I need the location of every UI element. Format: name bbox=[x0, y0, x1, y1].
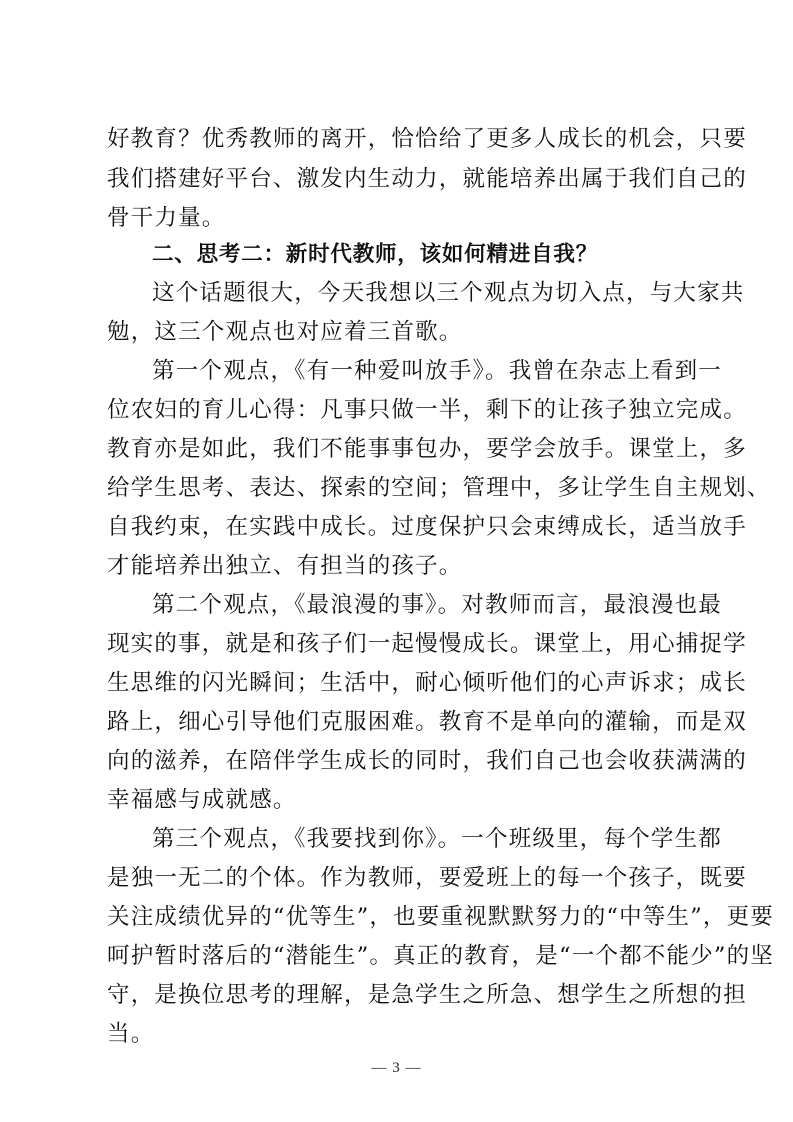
text-line: 守，是换位思考的理解，是急学生之所急、想学生之所想的担 bbox=[107, 982, 747, 1008]
page-number: — 3 — bbox=[371, 1060, 422, 1076]
text-line: 第三个观点，《我要找到你》。一个班级里，每个学生都 bbox=[152, 826, 723, 852]
text-line: 关注成绩优异的“优等生”，也要重视默默努力的“中等生”，更要 bbox=[107, 904, 775, 930]
text-line: 自我约束，在实践中成长。过度保护只会束缚成长，适当放手 bbox=[107, 514, 747, 540]
text-line: 幸福感与成就感。 bbox=[107, 787, 297, 813]
text-line: 路上，细心引导他们克服困难。教育不是单向的灌输，而是双 bbox=[107, 709, 747, 735]
text-line: 才能培养出独立、有担当的孩子。 bbox=[107, 553, 463, 579]
text-line: 我们搭建好平台、激发内生动力，就能培养出属于我们自己的 bbox=[107, 166, 747, 192]
text-line: 位农妇的育儿心得：凡事只做一半，剩下的让孩子独立完成。 bbox=[107, 397, 747, 423]
text-line: 当。 bbox=[107, 1021, 155, 1047]
text-line: 向的滋养，在陪伴学生成长的同时，我们自己也会收获满满的 bbox=[107, 748, 747, 774]
text-line: 骨干力量。 bbox=[107, 205, 226, 231]
text-line: 第一个观点，《有一种爱叫放手》。我曾在杂志上看到一 bbox=[152, 358, 723, 384]
text-line: 呵护暂时落后的“潜能生”。真正的教育，是“一个都不能少”的坚 bbox=[107, 943, 775, 969]
text-line: 给学生思考、表达、探索的空间；管理中，多让学生自主规划、 bbox=[107, 475, 771, 501]
text-line: 好教育？优秀教师的离开，恰恰给了更多人成长的机会，只要 bbox=[107, 126, 747, 152]
text-line: 第二个观点，《最浪漫的事》。对教师而言，最浪漫也最 bbox=[152, 592, 723, 618]
section-heading: 二、思考二：新时代教师，该如何精进自我？ bbox=[152, 242, 599, 267]
text-line: 生思维的闪光瞬间；生活中，耐心倾听他们的心声诉求；成长 bbox=[107, 670, 747, 696]
text-line: 这个话题很大，今天我想以三个观点为切入点，与大家共 bbox=[152, 280, 745, 306]
text-line: 教育亦是如此，我们不能事事包办，要学会放手。课堂上，多 bbox=[107, 436, 747, 462]
text-line: 勉，这三个观点也对应着三首歌。 bbox=[107, 319, 463, 345]
text-line: 现实的事，就是和孩子们一起慢慢成长。课堂上，用心捕捉学 bbox=[107, 631, 747, 657]
text-line: 是独一无二的个体。作为教师，要爱班上的每一个孩子，既要 bbox=[107, 865, 747, 891]
